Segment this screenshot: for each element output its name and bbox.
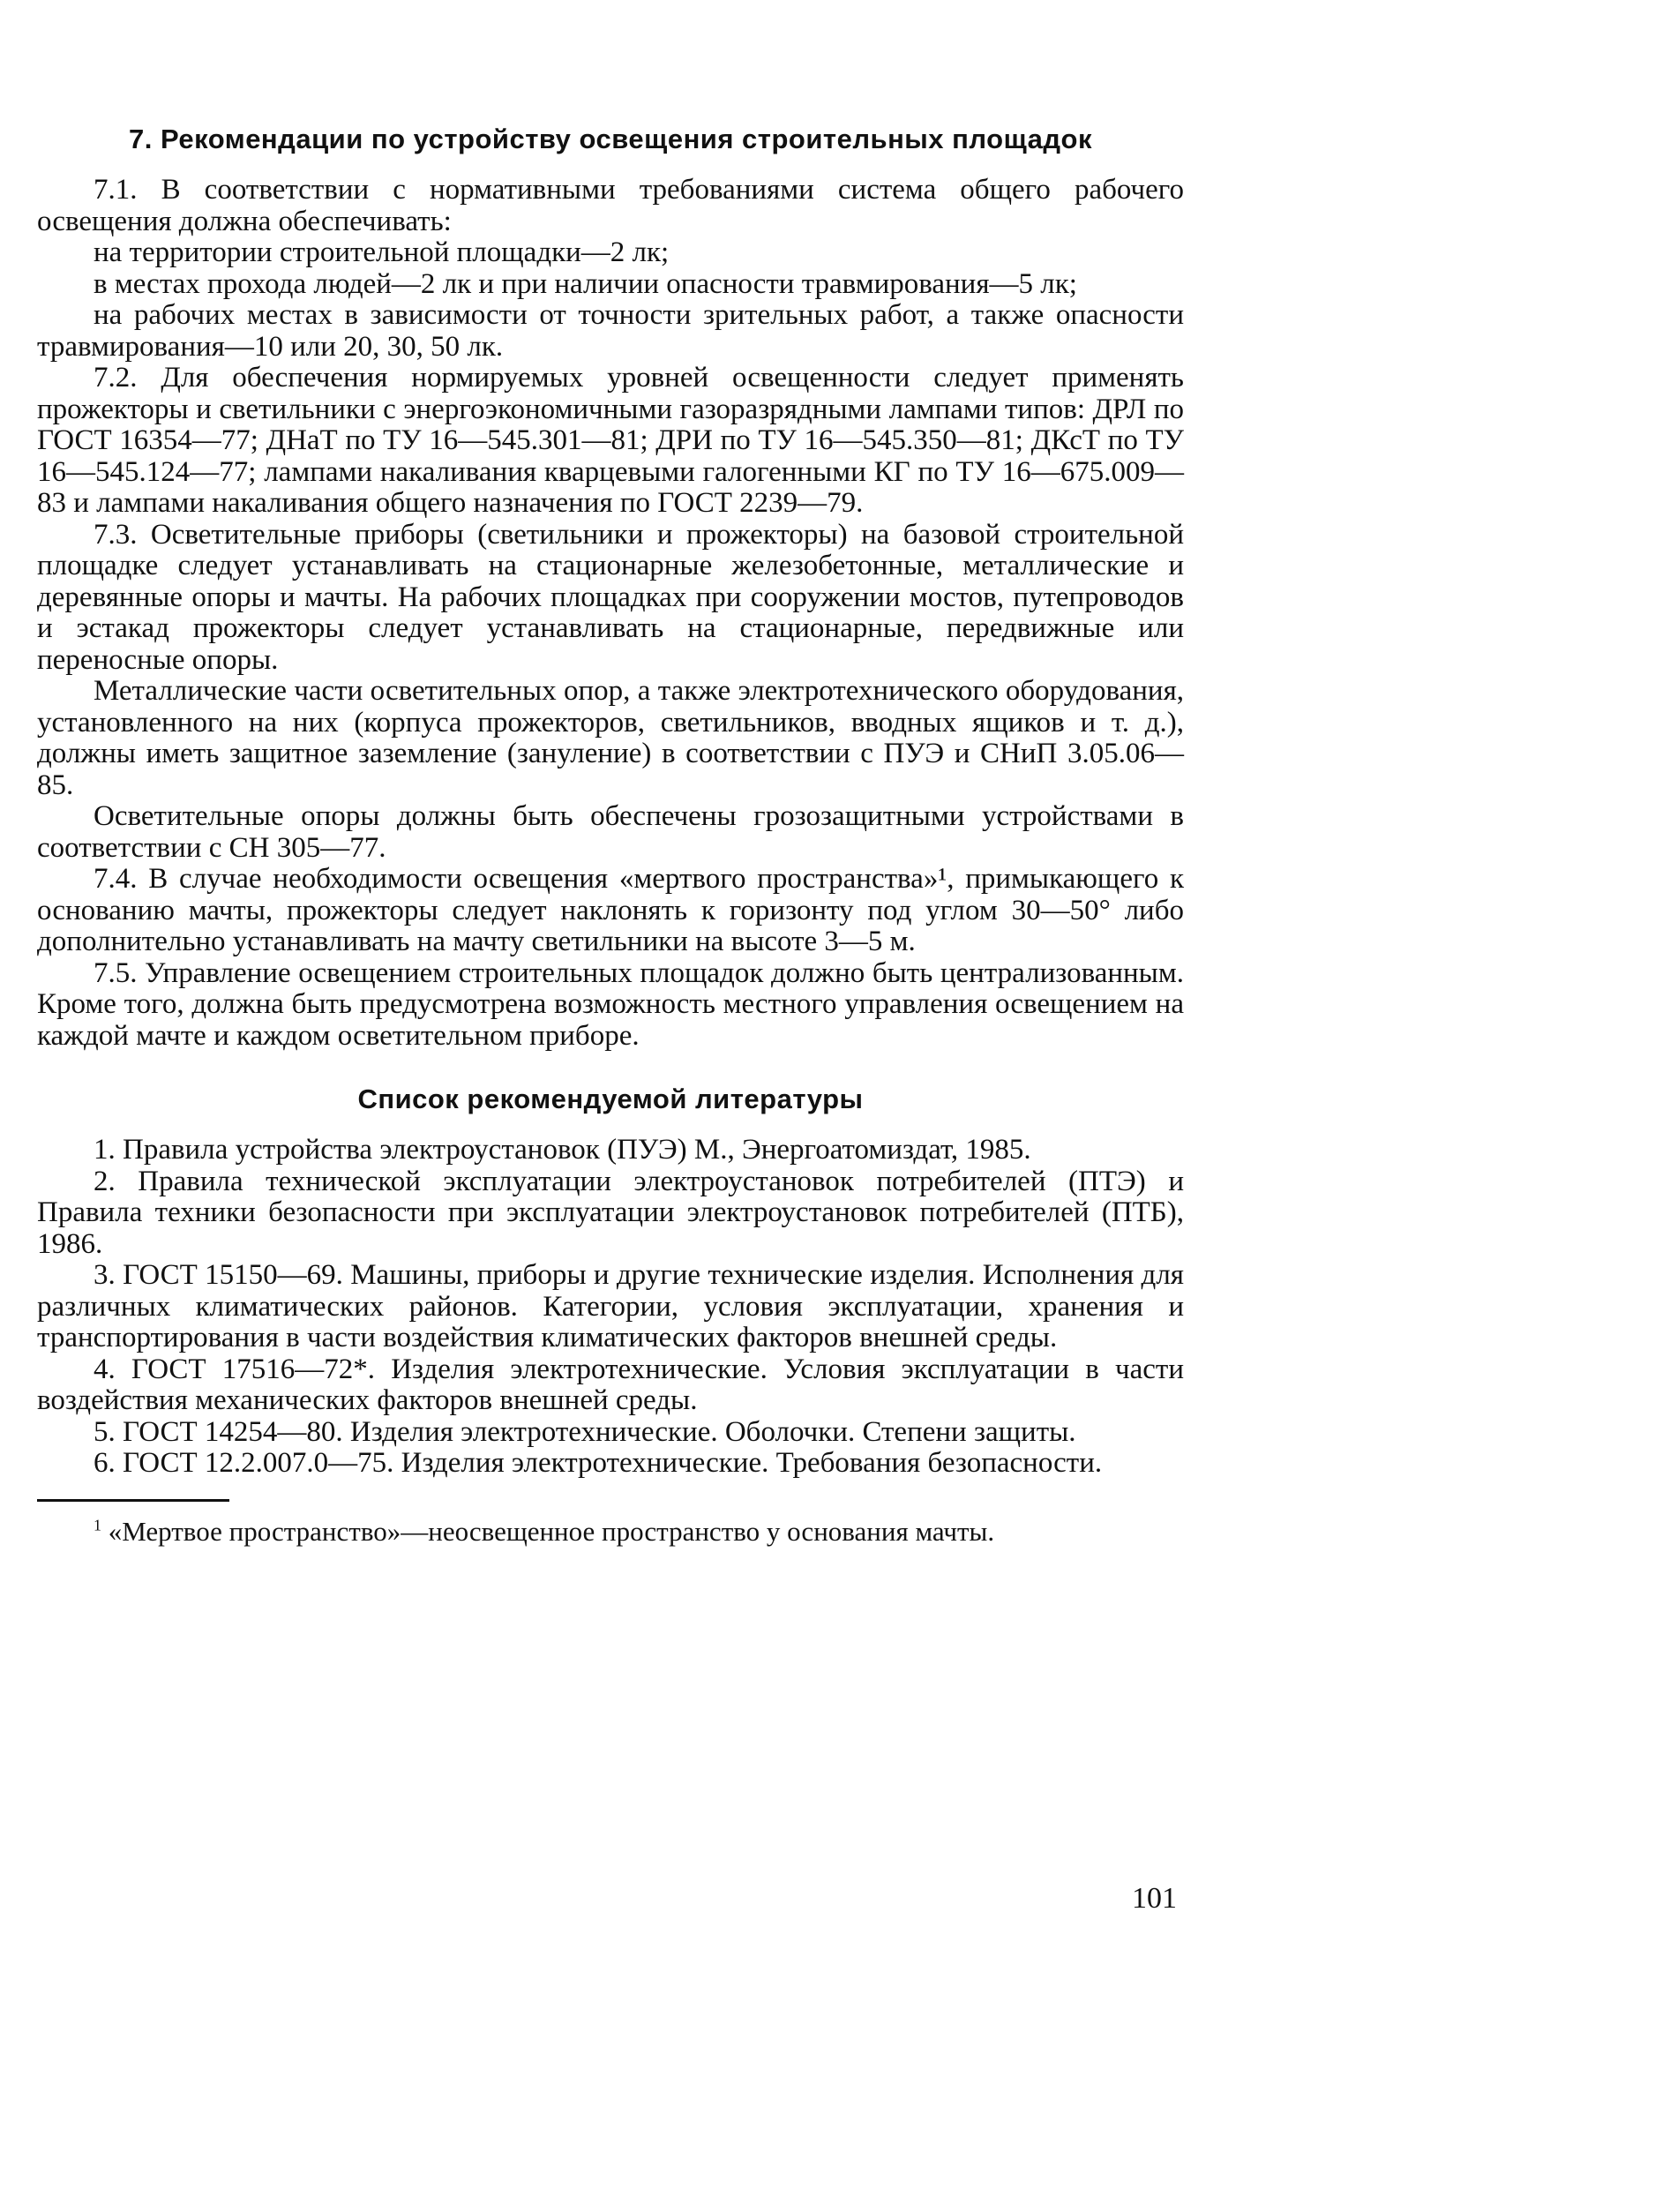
footnote bbox=[37, 1516, 1184, 1547]
references-heading: Список рекомендуемой литературы bbox=[357, 1084, 864, 1114]
paragraph: на рабочих местах в зависимости от точности зрительных работ, а также опасности травмирования—10 или 20, 30, 50 лк. bbox=[37, 299, 1184, 363]
document-page bbox=[37, 124, 1184, 1547]
paragraph: на территории строительной площадки—2 лк; bbox=[94, 236, 670, 268]
paragraph: 7.2. Для обеспечения нормируемых уровней освещенности следует применять прожекторы и светильники с энергоэкономичными газоразрядными лампами типов: ДРЛ по ГОСТ 16354—77; ДНаТ по ТУ 16—545.301—81; ДРИ по ТУ 16—545.350—81; ДКсТ по ТУ 16—545.124—77; лампами накаливания кварцевыми галогенными КГ по ТУ 16—675.009—83 и лампами накаливания общего назначения по ГОСТ 2239—79. bbox=[37, 362, 1184, 519]
paragraph: Металлические части осветительных опор, а также электротехнического оборудования, установленного на них (корпуса прожекторов, светильников, вводных ящиков и т. д.), должны иметь защитное заземление (зануление) в соответствии с ПУЭ и СНиП 3.05.06—85. bbox=[37, 675, 1184, 801]
paragraph: 7.3. Осветительные приборы (светильники и прожекторы) на базовой строительной площадке следует устанавливать на стационарные железобетонные, металлические и деревянные опоры и мачты. На рабочих площадках при сооружении мостов, путепроводов и эстакад прожекторы следует устанавливать на стационарные, передвижные или переносные опоры. bbox=[37, 518, 1184, 676]
paragraph: 7.4. В случае необходимости освещения «мертвого пространства»¹, примыкающего к основанию мачты, прожекторы следует наклонять к горизонту под углом 30—50° либо дополнительно устанавливать на мачту светильники на высоте 3—5 м. bbox=[37, 863, 1184, 957]
reference-item: 3. ГОСТ 15150—69. Машины, приборы и другие технические изделия. Исполнения для различных климатических районов. Категории, условия эксплуатации, хранения и транспортирования в части воздействия климатических факторов внешней среды. bbox=[37, 1259, 1184, 1353]
reference-item: 6. ГОСТ 12.2.007.0—75. Изделия электротехнические. Требования безопасности. bbox=[94, 1447, 1103, 1479]
footnote-marker: 1 bbox=[94, 1516, 101, 1534]
paragraph: 7.1. В соответствии с нормативными требованиями система общего рабочего освещения должна обеспечивать: bbox=[37, 174, 1184, 237]
footnote-divider bbox=[37, 1499, 229, 1502]
reference-item: 2. Правила технической эксплуатации электроустановок потребителей (ПТЭ) и Правила техники безопасности при эксплуатации электроустановок потребителей (ПТБ), 1986. bbox=[37, 1165, 1184, 1260]
reference-item: 5. ГОСТ 14254—80. Изделия электротехнические. Оболочки. Степени защиты. bbox=[94, 1415, 1076, 1448]
page-number: 101 bbox=[1132, 1882, 1177, 1915]
footnote-text: «Мертвое пространство»—неосвещенное пространство у основания мачты. bbox=[108, 1515, 995, 1547]
paragraph: Осветительные опоры должны быть обеспечены грозозащитными устройствами в соответствии с СН 305—77. bbox=[37, 800, 1184, 864]
paragraph: 7.5. Управление освещением строительных площадок должно быть централизованным. Кроме того, должна быть предусмотрена возможность местного управления освещением на каждой мачте и каждом осветительном приборе. bbox=[37, 956, 1184, 1052]
section-heading: 7. Рекомендации по устройству освещения строительных площадок bbox=[129, 124, 1092, 154]
reference-item: 1. Правила устройства электроустановок (ПУЭ) М., Энергоатомиздат, 1985. bbox=[94, 1134, 1031, 1166]
paragraph: в местах прохода людей—2 лк и при наличии опасности травмирования—5 лк; bbox=[94, 267, 1077, 300]
reference-item: 4. ГОСТ 17516—72*. Изделия электротехнические. Условия эксплуатации в части воздействия механических факторов внешней среды. bbox=[37, 1353, 1184, 1416]
